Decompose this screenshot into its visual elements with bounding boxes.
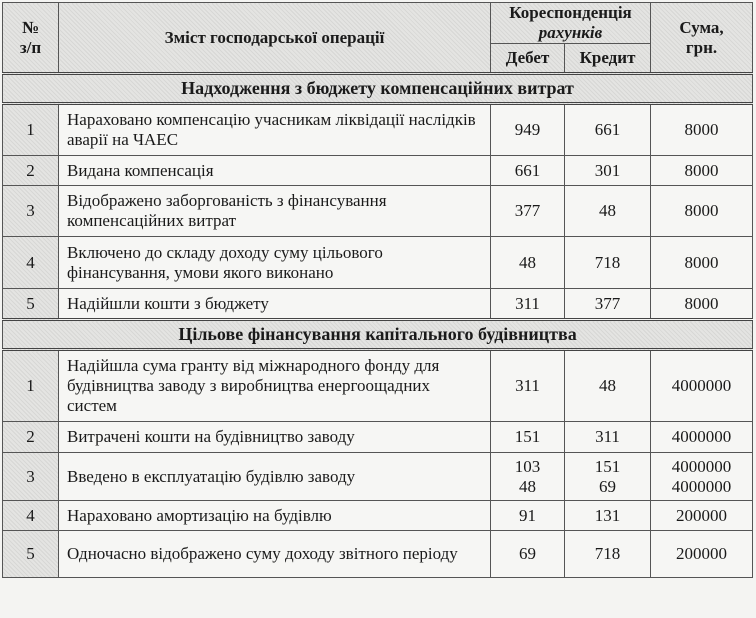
row-description: Включено до складу доходу суму цільового фінансування, умови якого виконано [59,237,491,289]
header-number-abbr: з/п [19,37,42,57]
table-row [3,531,753,578]
header-accounts-label: рахунків [538,23,603,42]
table-row [3,104,753,156]
row-credit-multi [565,453,651,501]
table-row [3,237,753,289]
row-credit: 48 [565,350,651,422]
row-sum-multi [651,453,753,501]
row-debit: 311 [491,350,565,422]
row-credit: 377 [565,289,651,320]
row-sum: 200000 [651,501,753,531]
row-credit: 311 [565,422,651,453]
row-number: 2 [3,422,59,453]
table-row [3,422,753,453]
row-number: 3 [3,453,59,501]
row-number: 1 [3,104,59,156]
header-number-symbol: № [21,17,40,37]
table-row [3,186,753,237]
row-description: Нараховано компенсацію учасникам ліквідації наслідків аварії на ЧАЕС [59,104,491,156]
row-sum: 4000000 [651,422,753,453]
header-correspondence [491,3,651,44]
table-row [3,453,753,501]
header-correspondence-label: Кореспонденція [509,3,632,22]
row-sum: 4000000 [651,350,753,422]
accounting-table-container [2,2,752,578]
row-sum: 4000000 [671,456,732,476]
header-sum-label: Сума, [679,17,724,37]
row-debit-multi [491,453,565,501]
row-credit: 48 [565,186,651,237]
row-description: Надійшла сума гранту від міжнародного фонду для будівництва заводу з виробництва енергоощадних систем [59,350,491,422]
header-sum [651,3,753,74]
header-credit: Кредит [565,44,651,74]
row-number: 4 [3,501,59,531]
section-header [3,74,753,104]
row-credit: 661 [565,104,651,156]
row-credit: 131 [565,501,651,531]
row-credit-second: 69 [599,476,616,496]
row-debit: 91 [491,501,565,531]
row-debit: 151 [491,422,565,453]
row-sum: 8000 [651,289,753,320]
row-credit: 301 [565,156,651,186]
row-debit: 103 [514,456,541,476]
row-description: Витрачені кошти на будівництво заводу [59,422,491,453]
header-debit: Дебет [491,44,565,74]
row-sum-second: 4000000 [671,476,732,496]
table-row [3,289,753,320]
row-debit: 69 [491,531,565,578]
header-number [3,3,59,74]
row-number: 4 [3,237,59,289]
row-number: 2 [3,156,59,186]
row-description: Видана компенсація [59,156,491,186]
row-debit-second: 48 [519,476,536,496]
row-description: Відображено заборгованість з фінансування компенсаційних витрат [59,186,491,237]
table-row [3,156,753,186]
row-number: 1 [3,350,59,422]
table-row [3,501,753,531]
header-sum-unit: грн. [685,37,718,57]
row-debit: 377 [491,186,565,237]
section-title: Цільове фінансування капітального будівництва [3,320,753,350]
row-credit: 151 [594,456,621,476]
row-number: 5 [3,531,59,578]
row-sum: 8000 [651,156,753,186]
accounting-table [2,2,753,578]
table-row [3,350,753,422]
row-description: Введено в експлуатацію будівлю заводу [59,453,491,501]
row-debit: 949 [491,104,565,156]
row-credit: 718 [565,237,651,289]
row-description: Нараховано амортизацію на будівлю [59,501,491,531]
row-debit: 661 [491,156,565,186]
section-title: Надходження з бюджету компенсаційних витрат [3,74,753,104]
header-content: Зміст господарської операції [59,3,491,74]
row-debit: 311 [491,289,565,320]
row-credit: 718 [565,531,651,578]
row-sum: 200000 [651,531,753,578]
section-header [3,320,753,350]
row-sum: 8000 [651,237,753,289]
row-number: 5 [3,289,59,320]
row-sum: 8000 [651,186,753,237]
row-number: 3 [3,186,59,237]
row-description: Одночасно відображено суму доходу звітного періоду [59,531,491,578]
row-description: Надійшли кошти з бюджету [59,289,491,320]
row-sum: 8000 [651,104,753,156]
row-debit: 48 [491,237,565,289]
